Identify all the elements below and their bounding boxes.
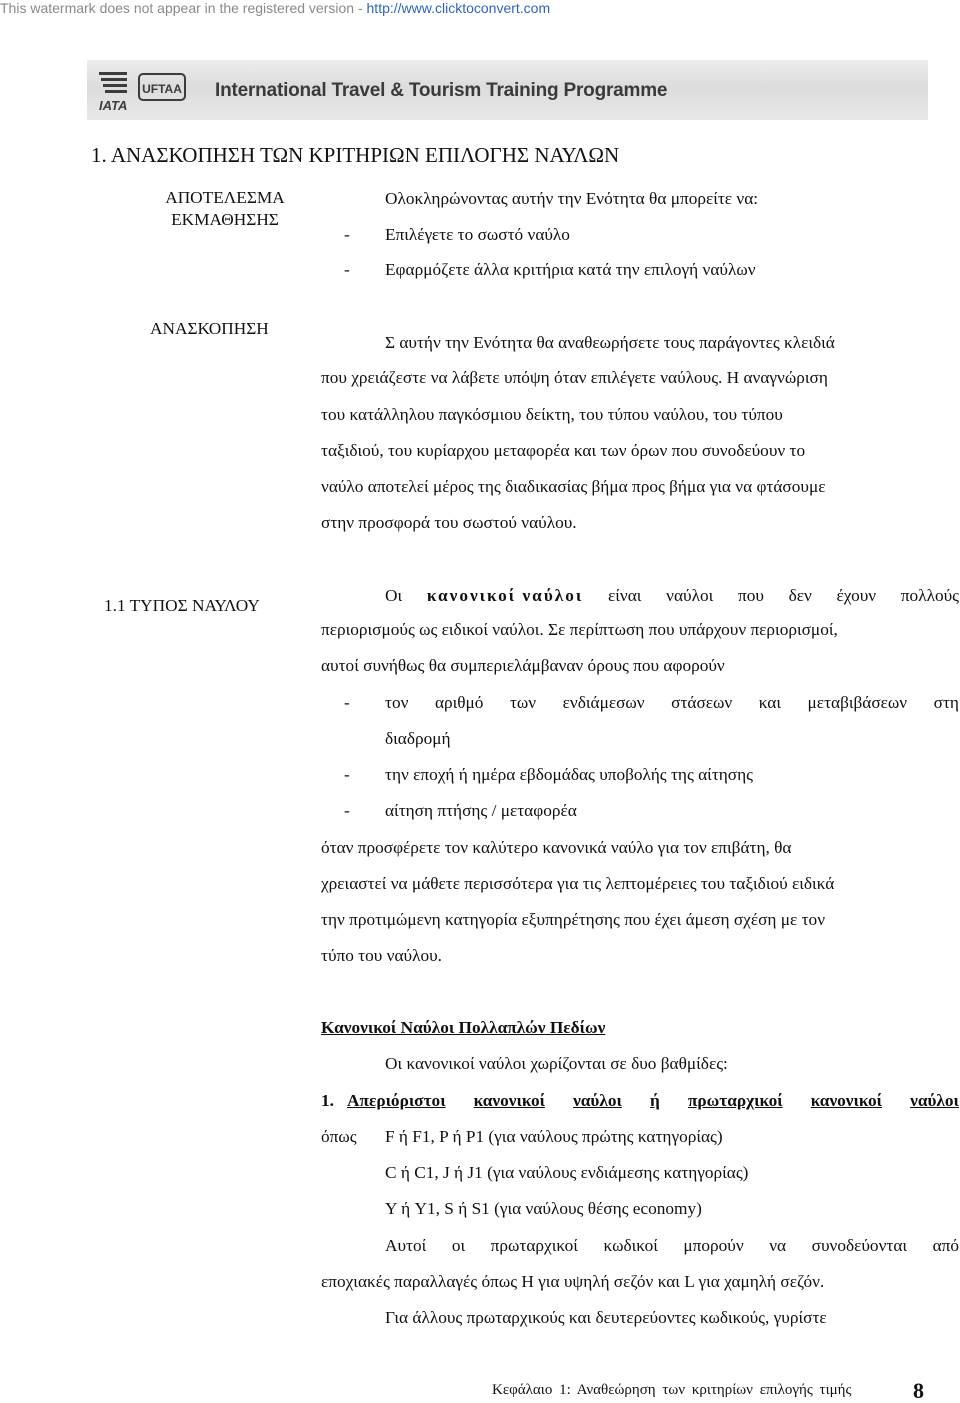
word: κανονικοί — [810, 1091, 882, 1110]
review-line-6: στην προσφορά του σωστού ναύλου. — [321, 513, 577, 532]
review-label: ΑΝΑΣΚΟΠΗΣΗ — [150, 319, 269, 338]
word: κωδικοί — [603, 1236, 658, 1255]
watermark-banner — [0, 0, 960, 18]
page-number: 8 — [913, 1378, 924, 1403]
review-line-5: ναύλο αποτελεί μέρος της διαδικασίας βήμα προς βήμα για να φτάσουμε — [321, 477, 826, 496]
learning-item-2: Εφαρμόζετε άλλα κριτήρια κατά την επιλογή ναύλων — [385, 260, 756, 279]
word: είναι — [608, 586, 642, 605]
bullet-1 — [385, 692, 959, 714]
word: μπορούν — [683, 1236, 744, 1255]
section-heading: 1. ΑΝΑΣΚΟΠΗΣΗ ΤΩΝ ΚΡΙΤΗΡΙΩΝ ΕΠΙΛΟΓΗΣ ΝΑΥΛΩΝ — [91, 143, 620, 167]
learning-intro: Ολοκληρώνοντας αυτήν την Ενότητα θα μπορείτε να: — [385, 189, 759, 208]
regular-fares-term: κανονικοί ναύλοι — [426, 586, 584, 605]
fare-type-para-2: χρειαστεί να μάθετε περισσότερα για τις λεπτομέρειες του ταξιδιού ειδικά — [321, 874, 835, 893]
codes-line-2: εποχιακές παραλλαγές όπως H για υψηλή σεζόν και L για χαμηλή σεζόν. — [321, 1272, 825, 1291]
word: Αυτοί — [385, 1236, 427, 1255]
learning-dash-2: - — [344, 260, 350, 279]
word: συνοδεύονται — [811, 1236, 908, 1255]
review-line-4: ταξιδιού, του κυρίαρχου μεταφορέα και των όρων που συνοδεύουν το — [321, 441, 806, 460]
word: ναύλοι — [910, 1091, 959, 1110]
header-banner — [87, 60, 928, 120]
bullet-dash-1: - — [344, 693, 350, 712]
example-intermediate: C ή C1, J ή J1 (για ναύλους ενδιάμεσης κατηγορίας) — [385, 1163, 749, 1182]
word: οι — [451, 1236, 466, 1255]
example-economy: Y ή Y1, S ή S1 (για ναύλους θέσης economy) — [385, 1199, 702, 1218]
programme-title: International Travel & Tourism Training Programme — [215, 80, 668, 101]
word: ναύλοι — [573, 1091, 622, 1110]
word: κανονικοί — [473, 1091, 545, 1110]
bullet-3: αίτηση πτήσης / μεταφορέα — [385, 801, 577, 820]
word: ή — [650, 1091, 660, 1110]
multi-item-number: 1. — [321, 1091, 334, 1110]
multi-intro: Οι κανονικοί ναύλοι χωρίζονται σε δυο βαθμίδες: — [385, 1054, 728, 1073]
word: τον — [385, 693, 409, 712]
fare-type-para-3: την προτιμώμενη κατηγορία εξυπηρέτησης που έχει άμεση σχέση με τον — [321, 910, 826, 929]
learning-label-1: ΑΠΟΤΕΛΕΣΜΑ — [165, 188, 285, 207]
word: πολλούς — [900, 586, 959, 605]
word: και — [758, 693, 782, 712]
fare-type-line-2: περιορισμούς ως ειδικοί ναύλοι. Σε περίπτωση που υπάρχουν περιορισμοί, — [321, 620, 838, 639]
multi-heading: Κανονικοί Ναύλοι Πολλαπλών Πεδίων — [321, 1018, 606, 1037]
watermark-text: This watermark does not appear in the registered version - — [0, 0, 367, 16]
fare-type-label: 1.1 ΤΥΠΟΣ ΝΑΥΛΟΥ — [104, 596, 260, 615]
fare-type-line-3: αυτοί συνήθως θα συμπεριελάμβαναν όρους που αφορούν — [321, 656, 725, 675]
word: να — [769, 1236, 787, 1255]
watermark-link[interactable]: http://www.clicktoconvert.com — [366, 0, 551, 16]
review-line-3: του κατάλληλου παγκόσμιου δείκτη, του τύπου ναύλου, του τύπου — [321, 405, 783, 424]
uftaa-logo-text: UFTAA — [142, 82, 182, 96]
other-codes-line: Για άλλους πρωταρχικούς και δευτερεύοντες κωδικούς, γυρίστε — [385, 1308, 827, 1327]
multi-item-heading — [347, 1090, 959, 1112]
bullet-dash-3: - — [344, 801, 350, 820]
word: Απεριόριστοι — [347, 1091, 446, 1110]
word: έχουν — [836, 586, 877, 605]
word: Οι — [385, 586, 403, 605]
word: πρωταρχικοί — [687, 1091, 783, 1110]
iata-uftaa-logo-icon — [95, 66, 191, 114]
bullet-2: την εποχή ή ημέρα εβδομάδας υποβολής της αίτησης — [385, 765, 754, 784]
review-line-1: Σ αυτήν την Ενότητα θα αναθεωρήσετε τους παράγοντες κλειδιά — [385, 333, 835, 352]
iata-logo-text: IATA — [99, 98, 128, 113]
bullet-dash-2: - — [344, 765, 350, 784]
examples-label: όπως — [321, 1127, 357, 1146]
fare-type-line-1 — [385, 585, 959, 607]
word: των — [509, 693, 537, 712]
bullet-1-cont: διαδρομή — [385, 729, 451, 748]
word: δεν — [788, 586, 812, 605]
footer-chapter: Κεφάλαιο 1: Αναθεώρηση των κριτηρίων επιλογής τιμής — [492, 1382, 852, 1398]
word: από — [932, 1236, 959, 1255]
word: ναύλοι — [666, 586, 714, 605]
review-line-2: που χρειάζεστε να λάβετε υπόψη όταν επιλέγετε ναύλους. Η αναγνώριση — [321, 368, 828, 387]
learning-item-1: Επιλέγετε το σωστό ναύλο — [385, 225, 570, 244]
word: που — [737, 586, 764, 605]
learning-dash-1: - — [344, 225, 350, 244]
learning-label-2: ΕΚΜΑΘΗΣΗΣ — [171, 210, 279, 229]
word: στάσεων — [671, 693, 733, 712]
example-first-class: F ή F1, P ή P1 (για ναύλους πρώτης κατηγορίας) — [385, 1127, 723, 1146]
codes-line-1 — [385, 1235, 959, 1257]
fare-type-para-1: όταν προσφέρετε τον καλύτερο κανονικά ναύλο για τον επιβάτη, θα — [321, 838, 792, 857]
word: αριθμό — [434, 693, 484, 712]
word: πρωταρχικοί — [490, 1236, 578, 1255]
fare-type-para-4: τύπο του ναύλου. — [321, 946, 442, 965]
word: μεταβιβάσεων — [807, 693, 908, 712]
word: ενδιάμεσων — [562, 693, 645, 712]
word: στη — [933, 693, 959, 712]
